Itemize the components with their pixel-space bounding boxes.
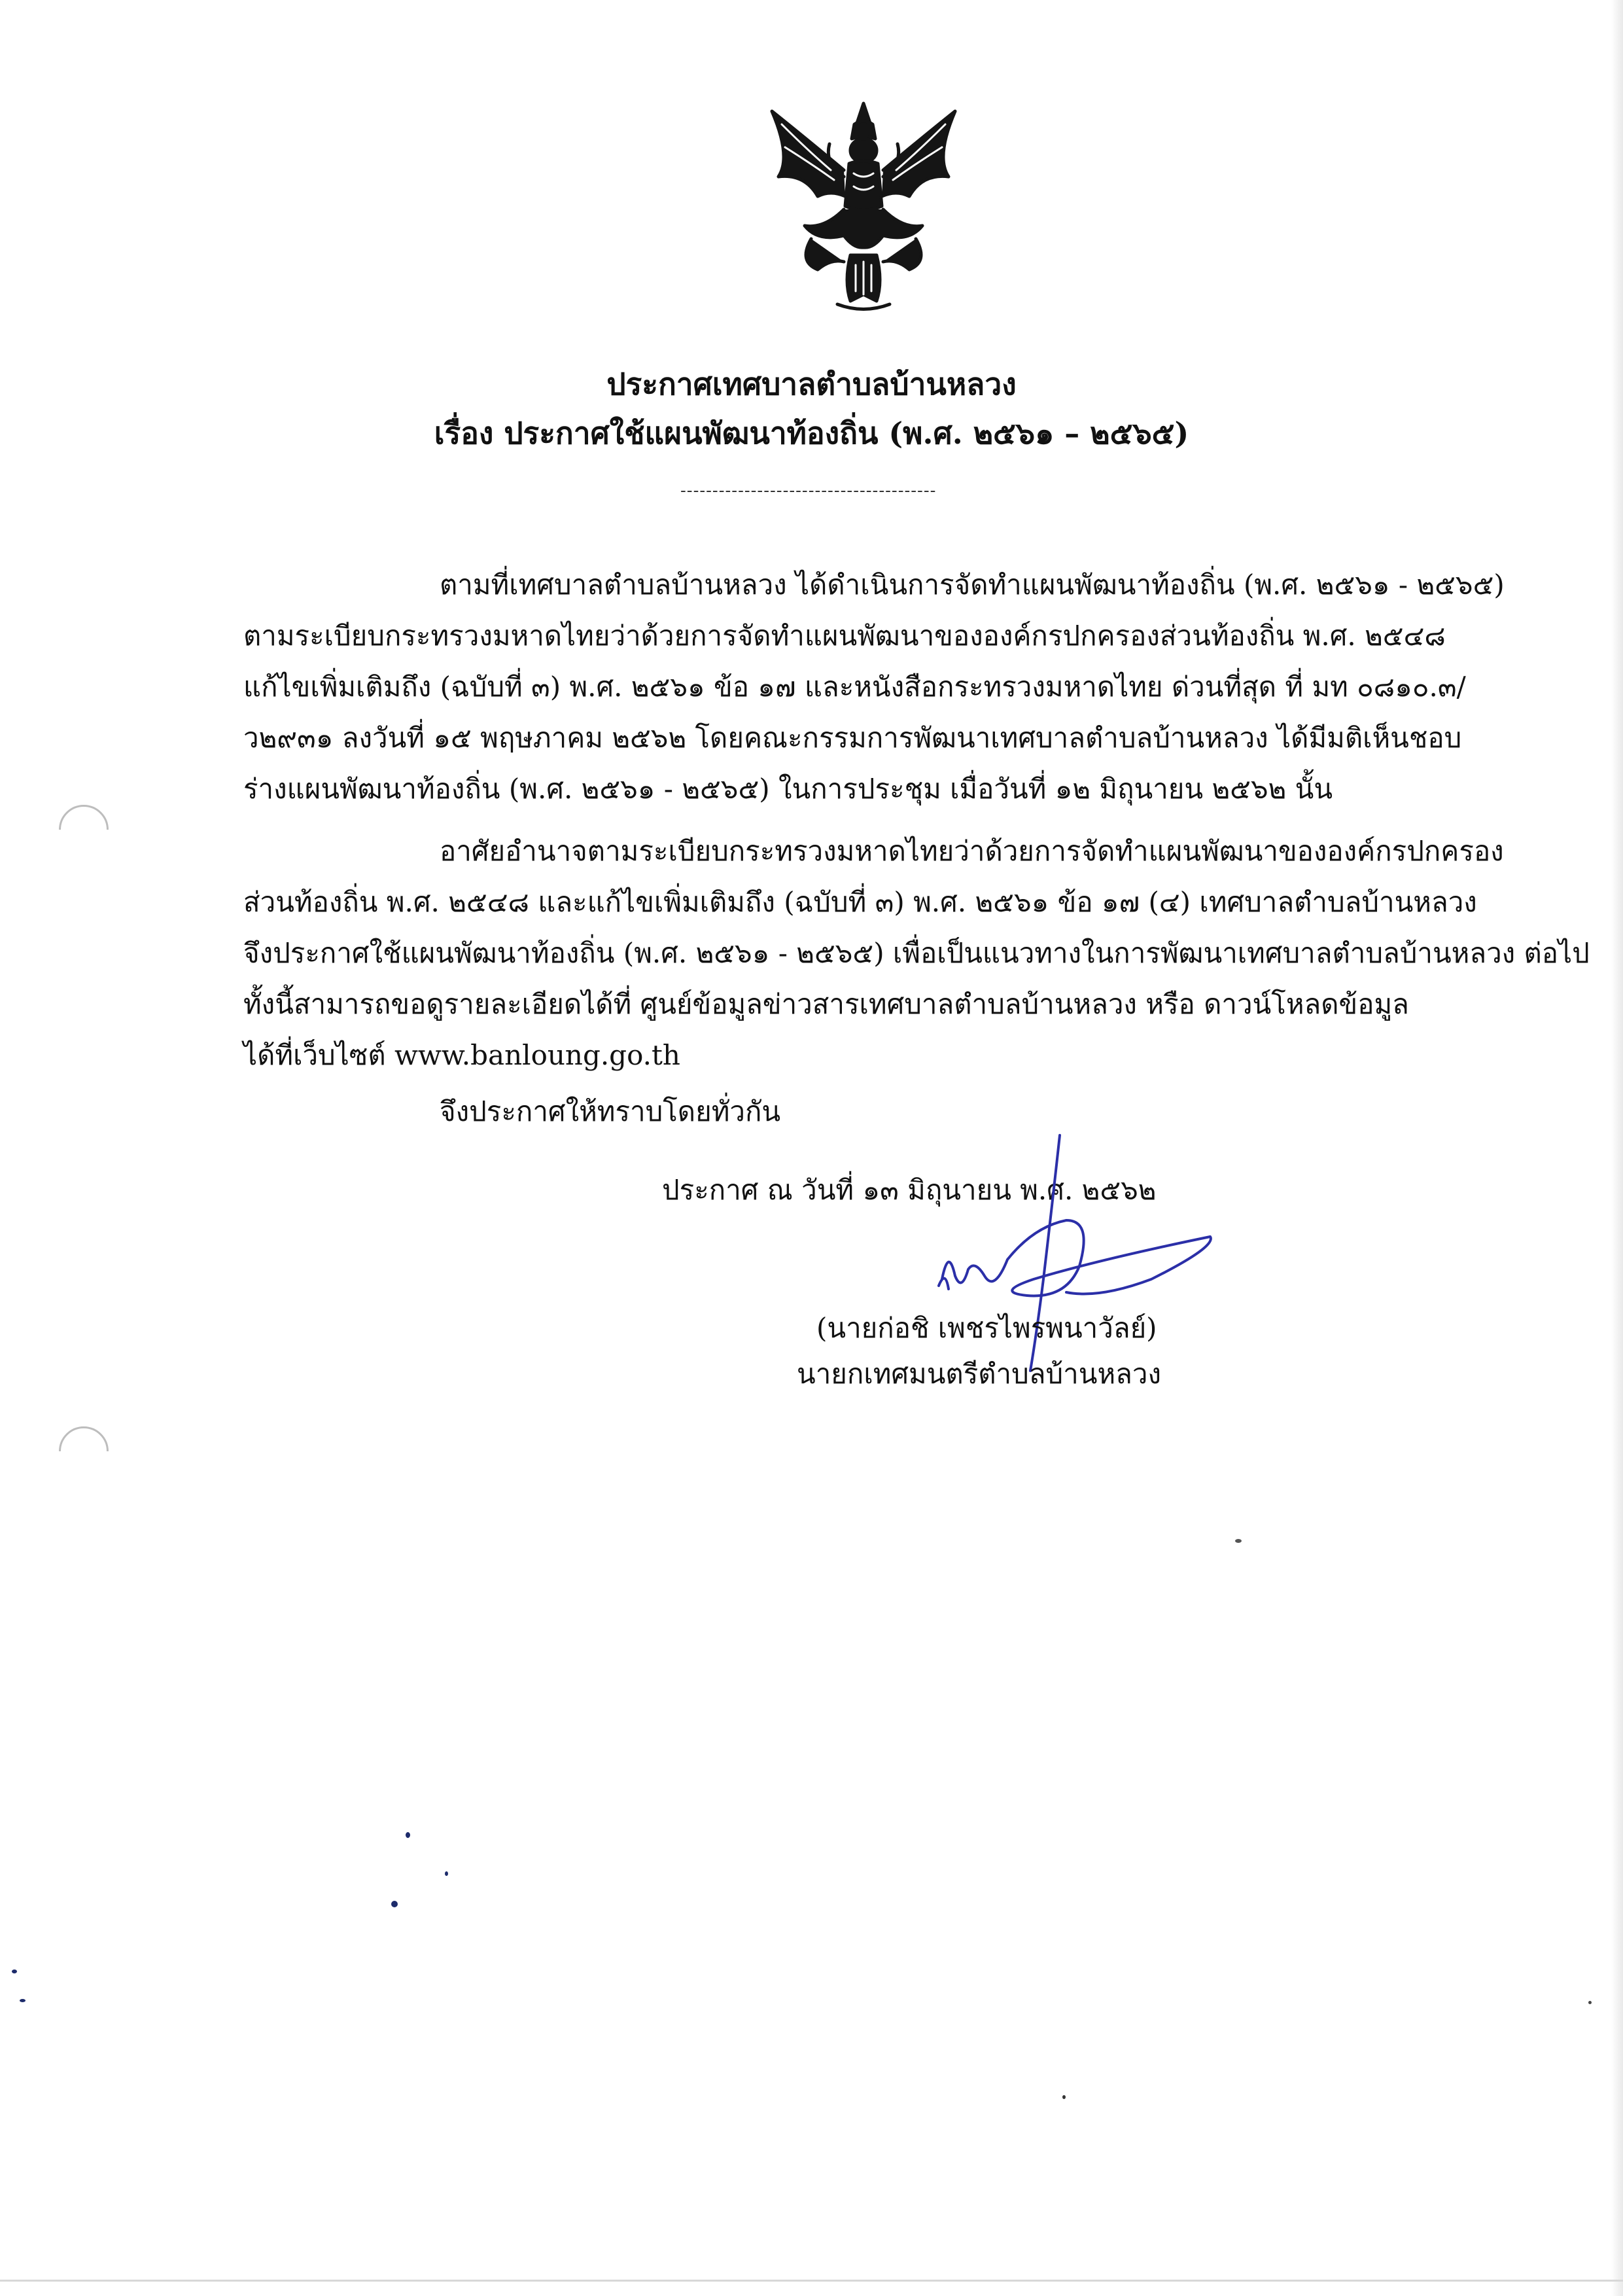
closing-statement: จึงประกาศให้ทราบโดยทั่วกัน [440, 1095, 781, 1127]
scan-speck [1588, 2001, 1592, 2004]
scan-speck [1235, 1539, 1242, 1543]
garuda-emblem-icon [752, 98, 975, 321]
scan-speck [12, 1969, 17, 1973]
paragraph-line: แก้ไขเพิ่มเติมถึง (ฉบับที่ ๓) พ.ศ. ๒๕๖๑ ข้อ ๑๗ และหนังสือกระทรวงมหาดไทย ด่วนที่สุด ที่ มท ๐๘๑๐.๓/ [243, 671, 1466, 703]
scan-speck [406, 1832, 410, 1838]
announcement-date: ประกาศ ณ วันที่ ๑๓ มิถุนายน พ.ศ. ๒๕๖๒ [662, 1174, 1157, 1206]
paragraph-line-website: ได้ที่เว็บไซต์ www.banloung.go.th [243, 1039, 680, 1071]
signer-name: (นายก่อชิ เพชรไพรพนาวัลย์) [816, 1312, 1157, 1344]
punch-hole-mark [59, 1426, 109, 1476]
paragraph-line: ว๒๙๓๑ ลงวันที่ ๑๕ พฤษภาคม ๒๕๖๒ โดยคณะกรรมการพัฒนาเทศบาลตำบลบ้านหลวง ได้มีมติเห็นชอบ [243, 722, 1462, 754]
punch-hole-mark [59, 805, 109, 855]
paragraph-line: ส่วนท้องถิ่น พ.ศ. ๒๕๔๘ และแก้ไขเพิ่มเติมถึง (ฉบับที่ ๓) พ.ศ. ๒๕๖๑ ข้อ ๑๗ (๔) เทศบาลตำบลบ้านหลวง [243, 886, 1477, 918]
paragraph-line: ตามที่เทศบาลตำบลบ้านหลวง ได้ดำเนินการจัดทำแผนพัฒนาท้องถิ่น (พ.ศ. ๒๕๖๑ - ๒๕๖๕) [440, 569, 1505, 601]
scan-speck [391, 1901, 398, 1907]
paragraph-announcement [243, 826, 1590, 1081]
paragraph-background [243, 559, 1505, 815]
paragraph-line: อาศัยอำนาจตามระเบียบกระทรวงมหาดไทยว่าด้วยการจัดทำแผนพัฒนาขององค์กรปกครอง [440, 835, 1504, 867]
title-separator: ---------------------------------------- [680, 481, 937, 501]
paragraph-line: ตามระเบียบกระทรวงมหาดไทยว่าด้วยการจัดทำแผนพัฒนาขององค์กรปกครองส่วนท้องถิ่น พ.ศ. ๒๕๔๘ [243, 620, 1446, 652]
signer-position: นายกเทศมนตรีตำบลบ้านหลวง [797, 1358, 1161, 1390]
announcement-title: ประกาศเทศบาลตำบลบ้านหลวง [606, 366, 1017, 402]
scan-speck [20, 1999, 26, 2002]
scan-edge-shadow [1611, 0, 1623, 2296]
paragraph-line: ร่างแผนพัฒนาท้องถิ่น (พ.ศ. ๒๕๖๑ - ๒๕๖๕) ในการประชุม เมื่อวันที่ ๑๒ มิถุนายน ๒๕๖๒ นั้น [243, 773, 1333, 805]
announcement-subject: เรื่อง ประกาศใช้แผนพัฒนาท้องถิ่น (พ.ศ. ๒๕๖๑ – ๒๕๖๕) [434, 415, 1189, 451]
paragraph-line: ทั้งนี้สามารถขอดูรายละเอียดได้ที่ ศูนย์ข้อมูลข่าวสารเทศบาลตำบลบ้านหลวง หรือ ดาวน์โหลดข้อมูล [243, 988, 1409, 1020]
scan-bottom-edge [0, 2280, 1623, 2282]
scan-speck [1062, 2095, 1066, 2099]
scan-speck [445, 1871, 448, 1876]
paragraph-line: จึงประกาศใช้แผนพัฒนาท้องถิ่น (พ.ศ. ๒๕๖๑ - ๒๕๖๕) เพื่อเป็นแนวทางในการพัฒนาเทศบาลตำบลบ้านหลวง ต่อไป [243, 937, 1590, 969]
